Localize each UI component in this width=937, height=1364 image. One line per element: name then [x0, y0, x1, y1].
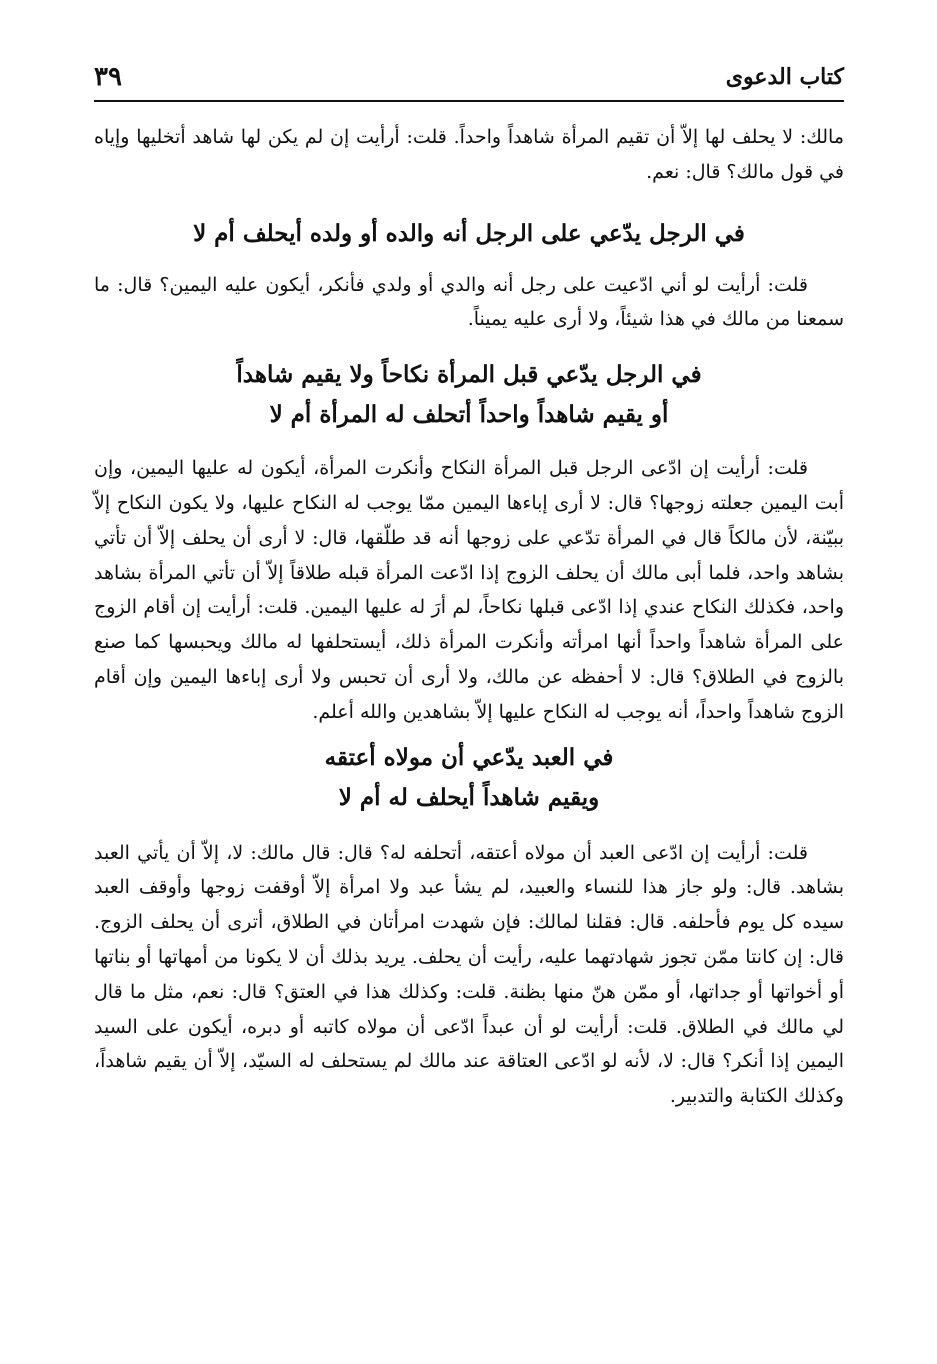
running-title: كتاب الدعوى [725, 64, 844, 90]
section-heading-marriage-claim [94, 355, 844, 435]
section-heading-father-son [94, 214, 844, 254]
section-paragraph-slave-freedom: قلت: أرأيت إن ادّعى العبد أن مولاه أعتقه، أتحلفه له؟ قال: قال مالك: لا، إلاّ أن يأتي العبد بشاهد. قال: ولو جاز هذا للنساء والعبيد، لم يشأ عبد ولا امرأة إلاّ أوقفت زوجها وأوقف العبد سيده كل يوم فأحلفه. قال: فقلنا لمالك: فإن شهدت امرأتان في الطلاق، أترى أن يحلف الزوج. قال: إن كانتا ممّن تجوز شهادتهما عليه، رأيت أن يحلف. يريد بذلك أن لا يكونا من أمهاتها أو بناتها أو أخواتها أو جداتها، أو ممّن هنّ منها بظنة. قلت: وكذلك هذا في العتق؟ قال: نعم، مثل ما قال لي مالك في الطلاق. قلت: أرأيت لو أن عبداً ادّعى أن مولاه كاتبه أو دبره، أيكون على السيد اليمين إذا أنكر؟ قال: لا، لأنه لو ادّعى العتاقة عند مالك لم يستحلف له السيّد، إلاّ أن يقيم شاهداً، وكذلك الكتابة والتدبير. [94, 841, 844, 1108]
opening-paragraph: مالك: لا يحلف لها إلاّ أن تقيم المرأة شاهداً واحداً. قلت: أرأيت إن لم يكن لها شاهد أتخليها وإياه في قول مالك؟ قال: نعم. [94, 126, 844, 183]
section-heading-slave-freedom [94, 738, 844, 818]
heading-line: في الرجل يدّعي قبل المرأة نكاحاً ولا يقيم شاهداً [236, 361, 702, 389]
section-paragraph-marriage-claim: قلت: أرأيت إن ادّعى الرجل قبل المرأة النكاح وأنكرت المرأة، أيكون له عليها اليمين، وإن أبت اليمين جعلته زوجها؟ قال: لا أرى إباءها اليمين ممّا يوجب له النكاح عليها، ولا يكون النكاح إلاّ ببيّنة، لأن مالكاً قال في المرأة تدّعي على زوجها أنه قد طلّقها، قال: لا أرى أن يحلف إلاّ أن تأتي بشاهد واحد، فلما أبى مالك أن يحلف الزوج إذا ادّعت المرأة قبله طلاقاً إلاّ أن تأتي المرأة بشاهد واحد، فكذلك النكاح عندي إذا ادّعى قبلها نكاحاً، لم أرَ له عليها اليمين. قلت: أرأيت إن أقام الزوج على المرأة شاهداً واحداً أنها امرأته وأنكرت المرأة ذلك، أيستحلفها له مالك ويحبسها كما صنع بالزوج في الطلاق؟ قال: لا أحفظه عن مالك، ولا أرى أن تحبس ولا أرى إباءها اليمين وإن أقام الزوج شاهداً واحداً، أنه يوجب له النكاح عليها إلاّ بشاهدين والله أعلم. [94, 457, 844, 723]
page-number: ٣٩ [94, 62, 122, 92]
page-header [94, 62, 844, 104]
heading-line: ويقيم شاهداً أيحلف له أم لا [338, 783, 600, 811]
section-paragraph-father-son: قلت: أرأيت لو أني ادّعيت على رجل أنه والدي أو ولدي فأنكر، أيكون عليه اليمين؟ قال: ما سمعنا من مالك في هذا شيئاً، ولا أرى عليه يميناً. [94, 273, 844, 331]
heading-line: في الرجل يدّعي على الرجل أنه والده أو ولده أيحلف أم لا [193, 219, 745, 247]
heading-line: أو يقيم شاهداً واحداً أتحلف له المرأة أم لا [269, 401, 669, 429]
page-body [94, 120, 844, 1114]
heading-line: في العبد يدّعي أن مولاه أعتقه [324, 743, 614, 771]
header-divider [94, 100, 844, 102]
